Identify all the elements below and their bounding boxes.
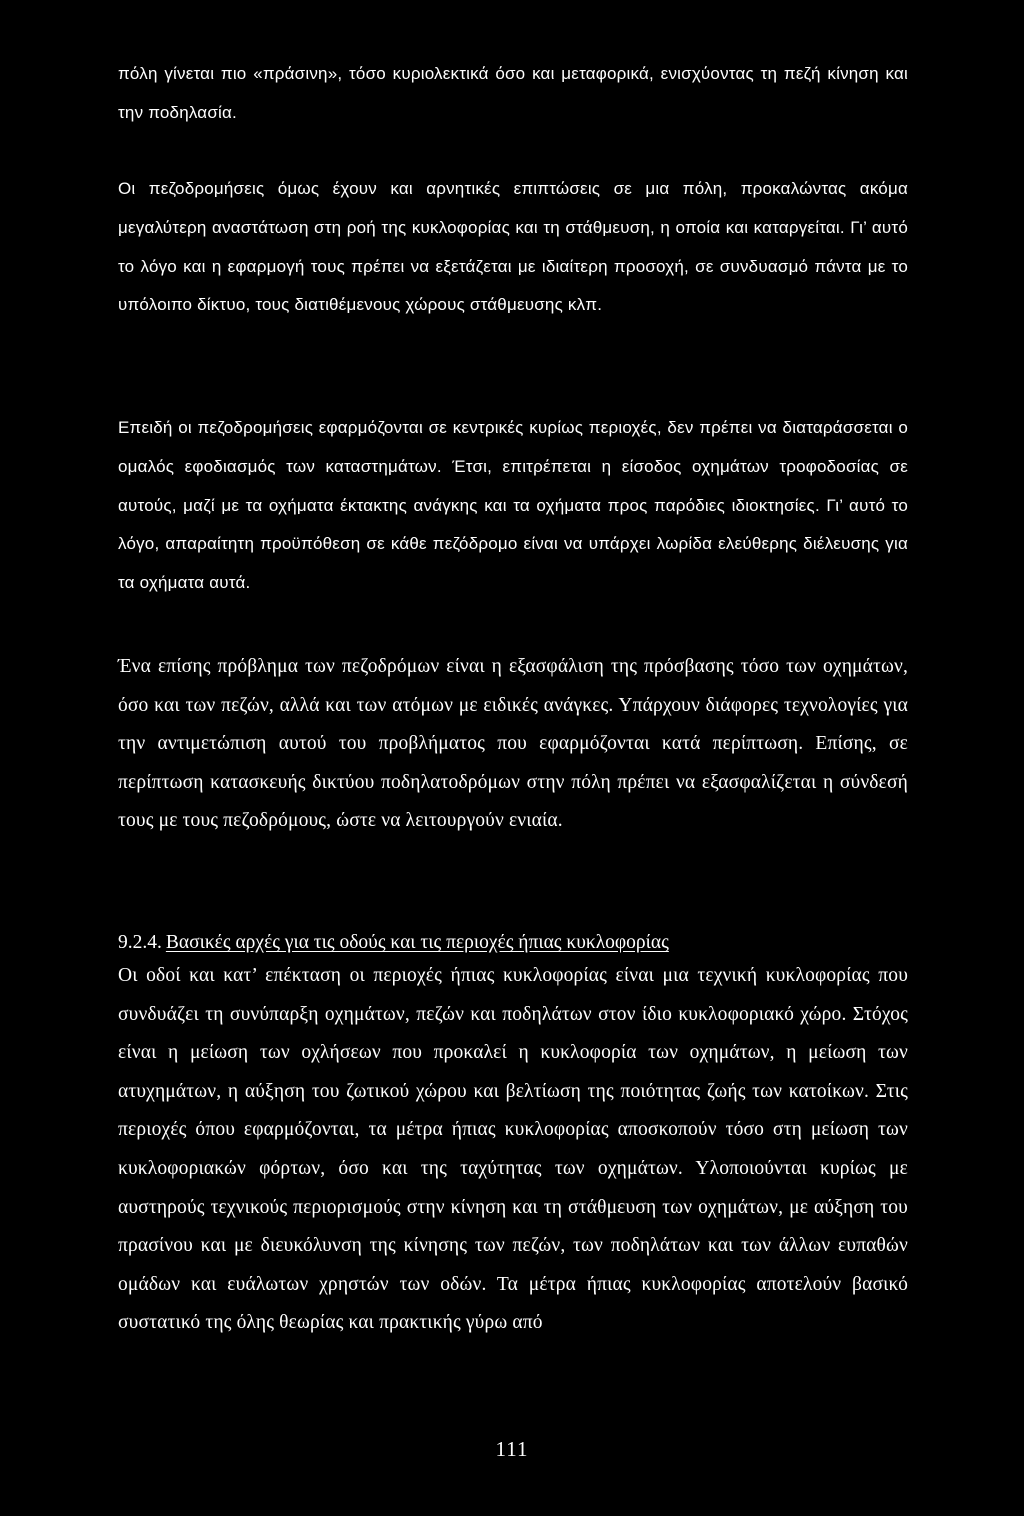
paragraph-continuation: πόλη γίνεται πιο «πράσινη», τόσο κυριολεκτικά όσο και μεταφορικά, ενισχύοντας τη πεζή κίνηση και την ποδηλασία. — [118, 64, 908, 122]
section-title: Βασικές αρχές για τις οδούς και τις περιοχές ήπιας κυκλοφορίας — [165, 932, 669, 953]
paragraph-pedestrianization-drawbacks: Οι πεζοδρομήσεις όμως έχουν και αρνητικές επιπτώσεις σε μια πόλη, προκαλώντας ακόμα μεγαλύτερη αναστάτωση στη ροή της κυκλοφορίας και τη στάθμευση, η οποία και καταργείται. Γι’ αυτό το λόγο και η εφαρμογή τους πρέπει να εξετάζεται με ιδιαίτερη προσοχή, σε συνδυασμό πάντα με το υπόλοιπο δίκτυο, τους διατιθέμενους χώρους στάθμευσης κλπ. — [118, 179, 908, 315]
section-body-paragraph: Οι οδοί και κατ’ επέκταση οι περιοχές ήπιας κυκλοφορίας είναι μια τεχνική κυκλοφορίας που συνδυάζει τη συνύπαρξη οχημάτων, πεζών και ποδηλάτων στον ίδιο κυκλοφοριακό χώρο. Στόχος είναι η μείωση των οχλήσεων που προκαλεί η κυκλοφορία των οχημάτων, η μείωση των ατυχημάτων, η αύξηση του ζωτικού χώρου και βελτίωση της ποιότητας ζωής των κατοίκων. Στις περιοχές όπου εφαρμόζονται, τα μέτρα ήπιας κυκλοφορίας αποσκοπούν τόσο στη μείωση των κυκλοφοριακών φόρτων, όσο και της ταχύτητας των οχημάτων. Υλοποιούνται κυρίως με αυστηρούς τεχνικούς περιορισμούς στην κίνηση και τη στάθμευση των οχημάτων, με αύξηση του πρασίνου και με διευκόλυνση της κίνησης των πεζών, των ποδηλάτων και των άλλων ευπαθών ομάδων και ευάλωτων χρηστών των οδών. Τα μέτρα ήπιας κυκλοφορίας αποτελούν βασικό συστατικό της όλης θεωρίας και πρακτικής γύρω από — [118, 965, 908, 1334]
section-heading — [118, 925, 669, 961]
page-number: 111 — [495, 1437, 529, 1461]
paragraph-supply-vehicles: Επειδή οι πεζοδρομήσεις εφαρμόζονται σε κεντρικές κυρίως περιοχές, δεν πρέπει να διαταράσσεται ο ομαλός εφοδιασμός των καταστημάτων. Έτσι, επιτρέπεται η είσοδος οχημάτων τροφοδοσίας σε αυτούς, μαζί με τα οχήματα έκτακτης ανάγκης και τα οχήματα προς παρόδιες ιδιοκτησίες. Γι’ αυτό το λόγο, απαραίτητη προϋπόθεση σε κάθε πεζόδρομο είναι να υπάρχει λωρίδα ελεύθερης διέλευσης για τα οχήματα αυτά. — [118, 418, 908, 593]
paragraph-accessibility: Ένα επίσης πρόβλημα των πεζοδρόμων είναι η εξασφάλιση της πρόσβασης τόσο των οχημάτων, όσο και των πεζών, αλλά και των ατόμων με ειδικές ανάγκες. Υπάρχουν διάφορες τεχνολογίες για την αντιμετώπιση αυτού του προβλήματος που εφαρμόζονται κατά περίπτωση. Επίσης, σε περίπτωση κατασκευής δικτύου ποδηλατοδρόμων στην πόλη πρέπει να εξασφαλίζεται η σύνδεσή τους με τους πεζοδρόμους, ώστε να λειτουργούν ενιαία. — [118, 656, 908, 832]
section-number: 9.2.4. — [118, 932, 162, 953]
